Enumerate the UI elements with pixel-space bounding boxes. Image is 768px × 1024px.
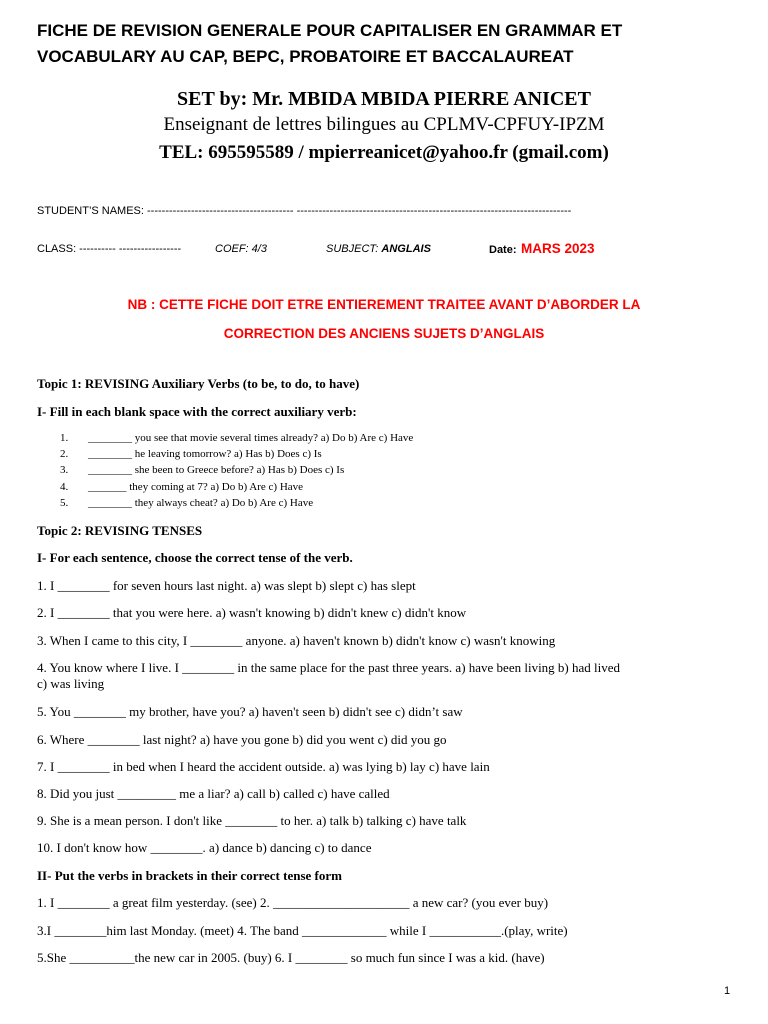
page-number: 1 bbox=[724, 985, 731, 997]
topic2-instruction-1: I- For each sentence, choose the correct tense of the verb. bbox=[37, 550, 353, 565]
document-title bbox=[37, 18, 622, 70]
topic1-title: Topic 1: REVISING Auxiliary Verbs (to be, to do, to have) bbox=[37, 376, 360, 391]
author-line: SET by: Mr. MBIDA MBIDA PIERRE ANICET bbox=[177, 88, 591, 110]
nb-line-2: CORRECTION DES ANCIENS SUJETS D’ANGLAIS bbox=[223, 326, 545, 341]
date-label: Date: bbox=[489, 244, 517, 256]
tense-question: 2. I ________ that you were here. a) wasn't knowing b) didn't knew c) didn't know bbox=[37, 605, 467, 620]
tense-question: 5. You ________ my brother, have you? a) haven't seen b) didn't see c) didn’t saw bbox=[37, 704, 463, 719]
tense-question: 9. She is a mean person. I don't like ________ to her. a) talk b) talking c) have talk bbox=[37, 813, 467, 828]
item-text: ________ they always cheat? a) Do b) Are c) Have bbox=[88, 497, 314, 509]
tense-question: 4. You know where I live. I ________ in the same place for the past three years. a) have been living b) had lived bbox=[37, 660, 621, 675]
tense-question: 3. When I came to this city, I ________ anyone. a) haven't known b) didn't know c) wasn't knowing bbox=[37, 633, 556, 648]
topic2-title: Topic 2: REVISING TENSES bbox=[37, 523, 203, 538]
tense-question: 8. Did you just _________ me a liar? a) call b) called c) have called bbox=[37, 786, 390, 801]
verb-form-question: 5.She __________the new car in 2005. (buy) 6. I ________ so much fun since I was a kid. (have) bbox=[37, 950, 545, 965]
teacher-line: Enseignant de lettres bilingues au CPLMV-CPFUY-IPZM bbox=[163, 114, 605, 135]
tense-question-continuation: c) was living bbox=[37, 676, 105, 691]
topic1-item bbox=[60, 464, 344, 476]
coef-field: COEF: 4/3 bbox=[215, 243, 267, 255]
class-field: CLASS: ---------- ----------------- bbox=[37, 243, 182, 255]
item-number: 5. bbox=[60, 497, 69, 509]
subject-field bbox=[326, 243, 431, 255]
topic1-item bbox=[60, 497, 313, 509]
topic1-item bbox=[60, 448, 322, 460]
contact-line: TEL: 695595589 / mpierreanicet@yahoo.fr (gmail.com) bbox=[159, 142, 609, 163]
tense-question: 1. I ________ for seven hours last night. a) was slept b) slept c) has slept bbox=[37, 578, 416, 593]
date-value: MARS 2023 bbox=[520, 241, 595, 256]
item-number: 3. bbox=[60, 464, 69, 476]
item-text: _______ they coming at 7? a) Do b) Are c) Have bbox=[88, 481, 304, 493]
title-line-1: FICHE DE REVISION GENERALE POUR CAPITALISER EN GRAMMAR ET bbox=[37, 21, 623, 40]
subject-label: SUBJECT: bbox=[326, 243, 379, 255]
item-text: ________ you see that movie several times already? a) Do b) Are c) Have bbox=[88, 432, 414, 444]
student-names-field: STUDENT’S NAMES: ---------------------------------------- --------------------------------------------------------------------------- bbox=[37, 205, 572, 217]
date-field bbox=[489, 240, 595, 258]
topic1-item bbox=[60, 481, 303, 493]
tense-question: 7. I ________ in bed when I heard the accident outside. a) was lying b) lay c) have lain bbox=[37, 759, 490, 774]
subject-value: ANGLAIS bbox=[381, 243, 431, 255]
item-number: 4. bbox=[60, 481, 69, 493]
item-number: 2. bbox=[60, 448, 69, 460]
title-line-2: VOCABULARY AU CAP, BEPC, PROBATOIRE ET BACCALAUREAT bbox=[37, 47, 574, 66]
topic1-instruction: I- Fill in each blank space with the correct auxiliary verb: bbox=[37, 404, 357, 419]
tense-question: 10. I don't know how ________. a) dance b) dancing c) to dance bbox=[37, 840, 372, 855]
item-text: ________ she been to Greece before? a) Has b) Does c) Is bbox=[88, 464, 345, 476]
topic1-item bbox=[60, 432, 413, 444]
topic2-instruction-2: II- Put the verbs in brackets in their correct tense form bbox=[37, 868, 342, 883]
item-text: ________ he leaving tomorrow? a) Has b) Does c) Is bbox=[88, 448, 322, 460]
nb-line-1: NB : CETTE FICHE DOIT ETRE ENTIEREMENT TRAITEE AVANT D’ABORDER LA bbox=[127, 297, 641, 312]
verb-form-question: 3.I ________him last Monday. (meet) 4. The band _____________ while I ___________.(play, write) bbox=[37, 923, 568, 938]
item-number: 1. bbox=[60, 432, 69, 444]
tense-question: 6. Where ________ last night? a) have you gone b) did you went c) did you go bbox=[37, 732, 447, 747]
verb-form-question: 1. I ________ a great film yesterday. (see) 2. _____________________ a new car? (you ever buy) bbox=[37, 895, 549, 910]
